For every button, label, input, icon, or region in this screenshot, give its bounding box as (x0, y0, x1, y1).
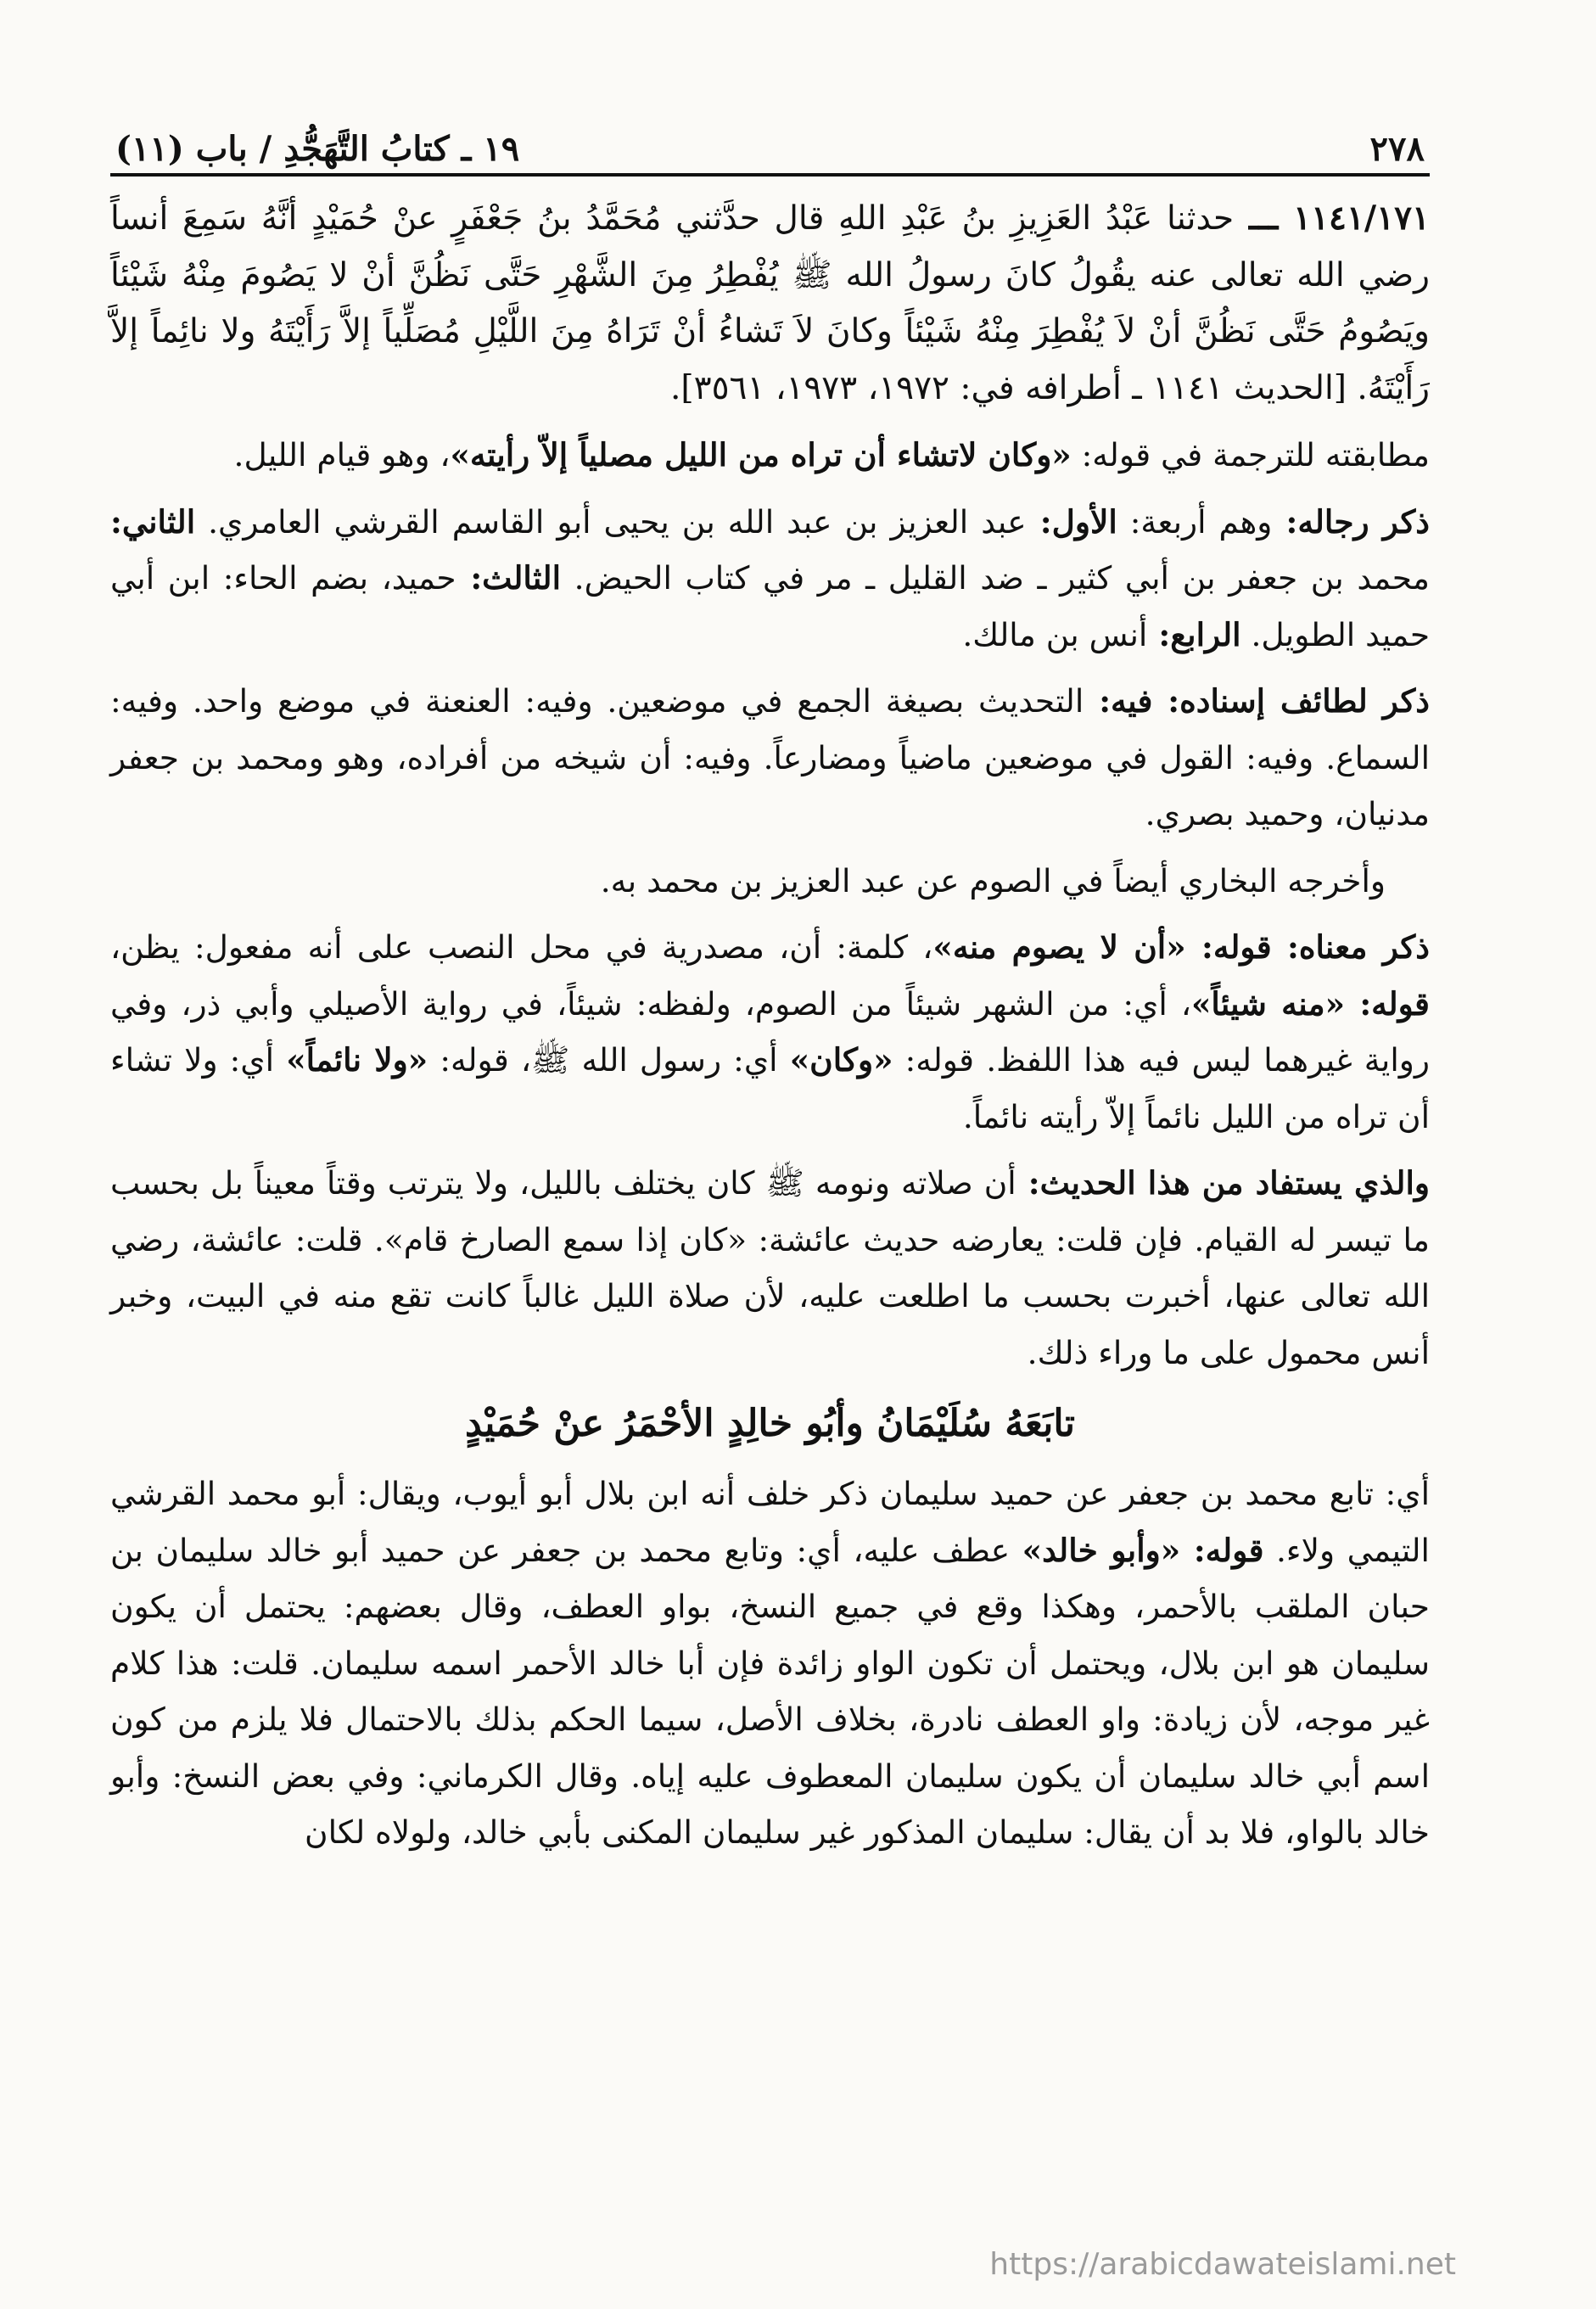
bold-phrase: قوله: «وأبو خالد» (1022, 1531, 1264, 1569)
paragraph-3 (110, 673, 1430, 843)
page-content (110, 190, 1430, 1861)
text-run: أي: تابع محمد بن جعفر عن حميد سليمان ذكر خلف أنه ابن بلال أبو أيوب، ويقال: أبو محمد القرشي التيمي ولاء. (110, 1475, 1430, 1569)
text-run: أي: ولا تشاء أن تراه من الليل نائماً إلاّ رأيته نائماً. (110, 1041, 1430, 1135)
bold-phrase: قوله: «منه شيئاً» (1190, 984, 1430, 1023)
bold-phrase: الثالث: (456, 559, 562, 597)
page-number: ٢٧٨ (1369, 129, 1425, 169)
commentary-paragraphs (110, 427, 1430, 1381)
bold-phrase: ذكر رجاله: (1272, 502, 1430, 541)
hadith-dash: ـــ (1234, 199, 1294, 238)
text-run: حميد، بضم الحاء: ابن أبي حميد الطويل. (110, 559, 1430, 653)
text-run: عطف عليه، أي: وتابع محمد بن جعفر عن حميد أبو خالد سليمان بن حبان الملقب بالأحمر، وهكذا وقع في جميع النسخ، بواو العطف، وقال بعضهم: يحتمل أن يكون سليمان هو ابن بلال، ويحتمل أن تكون الواو زائدة فإن أبا خالد الأحمر اسمه سليمان. قلت: هذا كلام غير موجه، لأن زيادة: واو العطف نادرة، بخلاف الأصل، سيما الحكم بذلك بالاحتمال فلا يلزم من كون اسم أبي خالد سليمان أن يكون سليمان المعطوف عليه إياه. وقال الكرماني: وفي بعض النسخ: وأبو خالد بالواو، فلا بد أن يقال: سليمان المذكور غير سليمان المكنى بأبي خالد، ولولاه لكان (110, 1531, 1430, 1851)
text-run: ، أي: من الشهر شيئاً من الصوم، ولفظه: شيئاً، في رواية الأصيلي وأبي ذر، وفي رواية غيرهما ليس فيه هذا اللفظ. قوله: (110, 984, 1430, 1079)
book-page (110, 102, 1430, 1871)
page-header (110, 102, 1430, 177)
bold-phrase: ذكر معناه: قوله: «أن لا يصوم منه» (932, 928, 1430, 966)
text-run: محمد بن جعفر بن أبي كثير ـ ضد القليل ـ مر في كتاب الحيض. (561, 559, 1430, 597)
text-run: ، كلمة: أن، مصدرية في محل النصب على أنه مفعول: يظن، (110, 928, 933, 966)
bold-phrase: والذي يستفاد من هذا الحديث: (1016, 1164, 1431, 1202)
section-subtitle: تابَعَهُ سُلَيْمَانُ وأبُو خالِدٍ الأحْمَرُ عنْ حُمَيْدٍ (464, 1402, 1076, 1445)
text-run: مطابقته للترجمة في قوله: (1071, 436, 1430, 474)
paragraph-4 (110, 853, 1430, 910)
text-run: التحديث بصيغة الجمع في موضعين. وفيه: العنعنة في موضع واحد. وفيه: السماع. وفيه: القول في موضعين ماضياً ومضارعاً. وفيه: أن شيخه من أفراده، وهو ومحمد بن جعفر مدنيان، وحميد بصري. (110, 682, 1430, 832)
text-run: عبد العزيز بن عبد الله بن يحيى أبو القاسم القرشي العامري. (195, 502, 1027, 541)
hadith-text: حدثنا عَبْدُ العَزِيزِ بنُ عَبْدِ اللهِ قال حدَّثني مُحَمَّدُ بنُ جَعْفَرٍ عنْ حُمَيْدٍ أنَّهُ سَمِعَ أنساً رضي الله تعالى عنه يقُولُ كانَ رسولُ الله ﷺ يُفْطِرُ مِنَ الشَّهْرِ حَتَّى نَظُنَّ أنْ لا يَصُومَ مِنْهُ شَيْئاً ويَصُومُ حَتَّى نَظُنَّ أنْ لاَ يُفْطِرَ مِنْهُ شَيْئاً وكانَ لاَ تَشاءُ أنْ تَرَاهُ مِنَ اللَّيْلِ مُصَلِّياً إلاَّ رَأَيْتَهُ ولا نائِماً إلاَّ رَأَيْتَهُ. [الحديث ١١٤١ ـ أطرافه في: ١٩٧٢، ١٩٧٣، ٣٥٦١]. (110, 199, 1430, 407)
paragraph-2 (110, 494, 1430, 664)
bold-phrase: الأول: (1026, 502, 1117, 541)
bold-phrase: الثاني: (110, 502, 196, 541)
text-run: أنس بن مالك. (962, 615, 1148, 653)
paragraph-6 (110, 1155, 1430, 1381)
bold-phrase: «وكان» (789, 1041, 893, 1079)
bold-phrase: ذكر لطائف إسناده: فيه: (1084, 682, 1430, 720)
watermark-url: https://arabicdawateislami.net (989, 2247, 1456, 2282)
text-run: وأخرجه البخاري أيضاً في الصوم عن عبد العزيز بن محمد به. (600, 861, 1386, 900)
bold-phrase: «وكان لاتشاء أن تراه من الليل مصلياً إلاّ رأيته» (450, 436, 1072, 474)
text-run: أن صلاته ونومه ﷺ كان يختلف بالليل، ولا يترتب وقتاً معيناً بل بحسب ما تيسر له القيام. فإن قلت: يعارضه حديث عائشة: «كان إذا سمع الصارخ قام». قلت: عائشة، رضي الله تعالى عنها، أخبرت بحسب ما اطلعت عليه، لأن صلاة الليل غالباً كانت تقع منه في البيت، وخبر أنس محمول على ما وراء ذلك. (110, 1164, 1430, 1371)
paragraph-5 (110, 919, 1430, 1145)
bold-phrase: الرابع: (1147, 615, 1241, 653)
text-run: وهم أربعة: (1117, 502, 1273, 541)
hadith-number: ١١٤١/١٧١ (1293, 199, 1430, 238)
paragraph-1 (110, 427, 1430, 484)
bold-phrase: «ولا نائماً» (286, 1041, 428, 1079)
hadith-paragraph (110, 190, 1430, 417)
commentary-paragraph (110, 1466, 1430, 1861)
text-run: ، وهو قيام الليل. (233, 436, 451, 474)
text-run: أي: رسول الله ﷺ، قوله: (428, 1041, 790, 1079)
running-title: ١٩ ـ كتابُ التَّهَجُّدِ / باب (١١) (115, 129, 520, 169)
